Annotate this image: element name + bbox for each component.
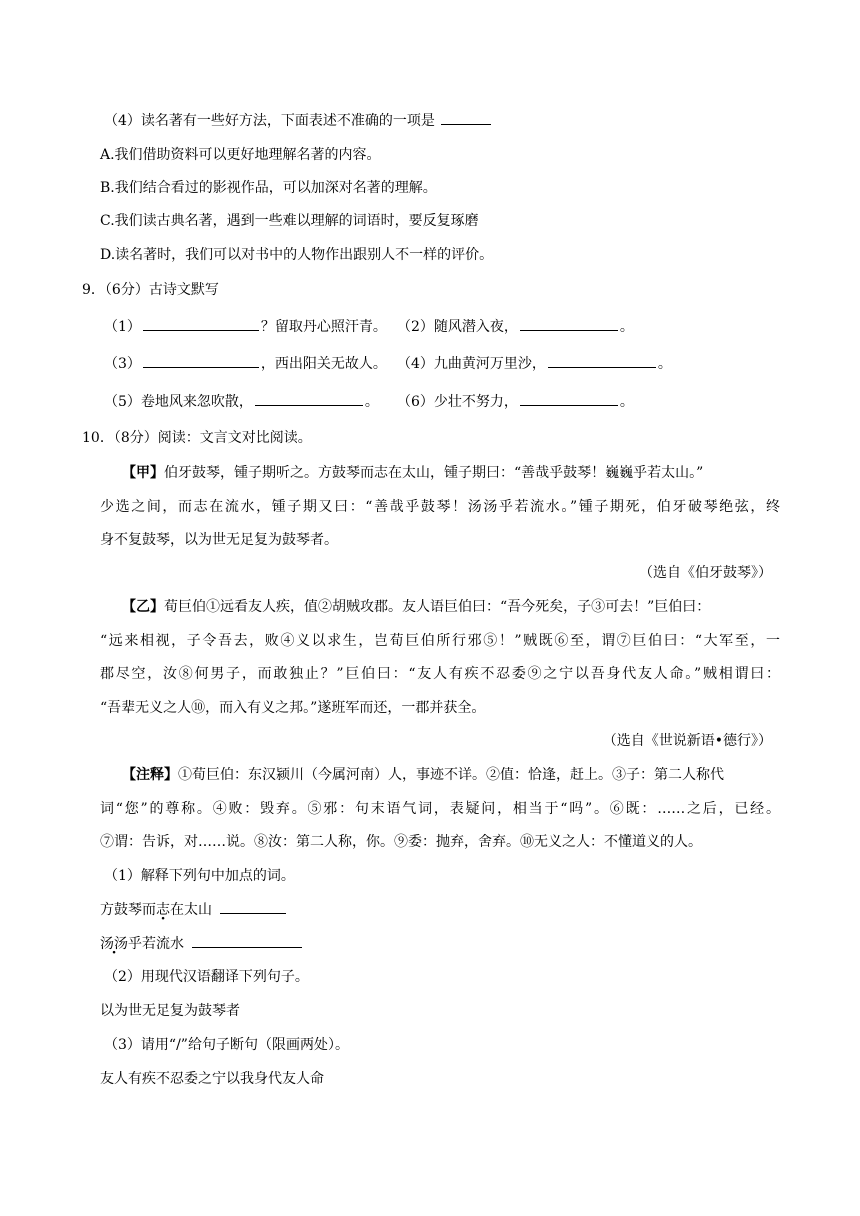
q9-item-1-post: ？留取丹心照汗青。 [260, 319, 387, 335]
q9-item-1-pre: （1） [104, 319, 141, 335]
answer-blank[interactable] [520, 391, 618, 406]
sub2-title: （2）用现代汉语翻译下列句子。 [104, 969, 309, 985]
q9-item-4-pre: （4）九曲黄河万里沙， [397, 356, 546, 372]
q10-title: 10．（8分）阅读：文言文对比阅读。 [82, 430, 312, 446]
note-text-1: ①荀巨伯：东汉颍川（今属河南）人，事迹不详。②值：恰逢，赶上。③子：第二人称代 [178, 767, 724, 783]
sub1-item-a [100, 899, 288, 920]
q9-item-4-post: 。 [657, 356, 672, 372]
dotted-word: 志 [156, 902, 170, 918]
sub1-title: （1）解释下列句中加点的词。 [104, 868, 295, 884]
q9-title: 9．（6分）古诗文默写 [82, 282, 219, 298]
jia-line-2: 少选之间，而志在流水，锺子期又曰：“善哉乎鼓琴！汤汤乎若流水。”锺子期死，伯牙破琴绝弦，终 [100, 499, 780, 515]
dotted-word-group [100, 936, 128, 952]
jia-text-1: 伯牙鼓琴，锺子期听之。方鼓琴而志在太山，锺子期曰：“善哉乎鼓琴！巍巍乎若太山。” [164, 465, 704, 481]
note-line-2: 词“您”的尊称。④败：毁弃。⑤邪：句末语气词，表疑问，相当于“吗”。⑥既：……之后，已经。 [100, 801, 780, 817]
sub1-b-post: 乎若流水 [128, 936, 184, 952]
yi-line-3: 郡尽空，汝⑧何男子，而敢独止？”巨伯曰：“友人有疾不忍委⑨之宁以吾身代友人命。”贼相谓曰： [100, 666, 780, 682]
q9-item-2 [397, 316, 634, 337]
q9-item-6-pre: （6）少壮不努力， [397, 394, 518, 410]
yi-label: 【乙】 [122, 599, 164, 615]
option-b: B.我们结合看过的影视作品，可以加深对名著的理解。 [100, 180, 437, 196]
option-d: D.读名著时，我们可以对书中的人物作出跟别人不一样的评价。 [100, 247, 494, 263]
q9-item-6-post: 。 [619, 394, 634, 410]
sub1-a-post: 在太山 [170, 902, 212, 918]
q9-item-2-pre: （2）随风潜入夜， [397, 319, 518, 335]
yi-line-1 [122, 597, 710, 617]
answer-blank[interactable] [441, 110, 491, 125]
answer-blank[interactable] [192, 933, 302, 948]
dotted-word: 汤汤 [100, 936, 128, 952]
sub2-text: 以为世无足复为鼓琴者 [100, 1003, 240, 1019]
q9-item-4 [397, 353, 672, 374]
option-a: A.我们借助资料可以更好地理解名著的内容。 [100, 147, 381, 163]
q9-item-5-post: 。 [364, 394, 379, 410]
note-line-3: ⑦谓：告诉，对……说。⑧汝：第二人称，你。⑨委：抛弃，舍弃。⑩无义之人：不懂道义的人。 [100, 834, 702, 850]
sub1-a-pre: 方鼓琴而 [100, 902, 156, 918]
option-c: C.我们读古典名著，遇到一些难以理解的词语时，要反复琢磨 [100, 213, 479, 229]
sub3-text: 友人有疾不忍委之宁以我身代友人命 [100, 1071, 324, 1087]
note-line-1 [122, 765, 724, 785]
q9-item-3-pre: （3） [104, 356, 141, 372]
q9-item-3 [104, 353, 387, 374]
answer-blank[interactable] [520, 316, 618, 331]
jia-line-1 [122, 463, 780, 483]
yi-source: （选自《世说新语•德行》） [602, 733, 772, 749]
answer-blank[interactable] [255, 391, 363, 406]
q8-4-stem [104, 110, 493, 131]
answer-blank[interactable] [143, 316, 259, 331]
q9-item-3-post: ，西出阳关无故人。 [260, 356, 387, 372]
yi-text-1: 荀巨伯①远看友人疾，值②胡贼攻郡。友人语巨伯曰：“吾今死矣，子③可去！”巨伯曰： [164, 599, 711, 615]
sub1-item-b [100, 933, 304, 954]
q9-item-5 [104, 391, 379, 412]
jia-source: （选自《伯牙鼓琴》） [639, 565, 772, 581]
answer-blank[interactable] [143, 353, 259, 368]
q9-item-2-post: 。 [619, 319, 634, 335]
q9-item-6 [397, 391, 634, 412]
yi-line-2: “远来相视，子令吾去，败④义以求生，岂荀巨伯所行邪⑤！”贼既⑥至，谓⑦巨伯曰：“大军至，一 [100, 633, 780, 649]
answer-blank[interactable] [548, 353, 656, 368]
yi-line-4: “吾辈无义之人⑩，而入有义之邦。”遂班军而还，一郡并获全。 [100, 700, 486, 716]
answer-blank[interactable] [220, 899, 286, 914]
note-label: 【注释】 [122, 767, 178, 783]
q8-4-stem-text: （4）读名著有一些好方法，下面表述不准确的一项是 [104, 113, 435, 129]
sub3-title: （3）请用“/”给句子断句（限画两处）。 [104, 1037, 349, 1053]
q9-item-1 [104, 316, 387, 337]
jia-label: 【甲】 [122, 465, 164, 481]
jia-line-3: 身不复鼓琴，以为世无足复为鼓琴者。 [100, 532, 338, 548]
q9-item-5-pre: （5）卷地风来忽吹散， [104, 394, 253, 410]
